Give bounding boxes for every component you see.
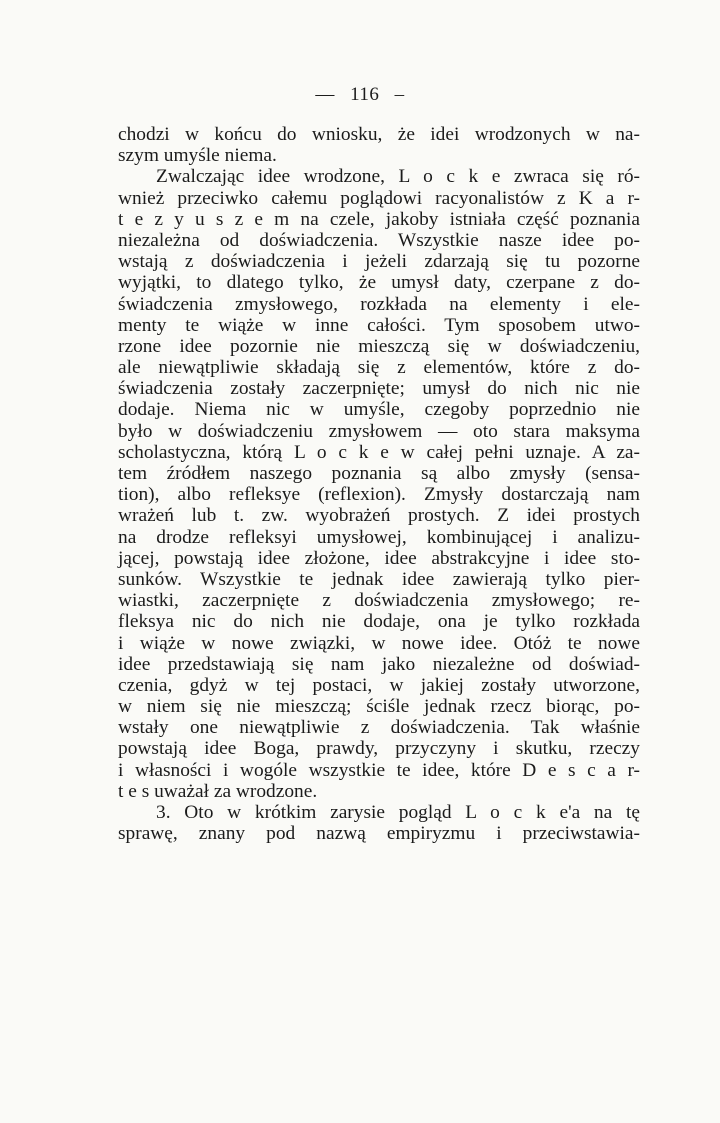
text-line: wyjątki, to dlatego tylko, że umysł daty, czerpane z do- (118, 272, 640, 294)
text-line: wrażeń lub t. zw. wyobrażeń prostych. Z idei prostych (118, 505, 640, 527)
text-line: sunków. Wszystkie te jednak idee zawierają tylko pier- (118, 568, 640, 590)
text-line: tion), albo refleksye (reflexion). Zmysły dostarczają nam (118, 484, 640, 506)
text-line: wstają z doświadczenia i jeżeli zdarzają się tu pozorne (118, 251, 640, 273)
text-line: fleksya nic do nich nie dodaje, ona je tylko rozkłada (118, 611, 640, 633)
text-line: dodaje. Niema nic w umyśle, czegoby poprzednio nie (118, 399, 640, 421)
text-line: wstały one niewątpliwie z doświadczenia. Tak właśnie (118, 717, 640, 739)
text-line: idee przedstawiają się nam jako niezależne od doświad- (118, 653, 640, 675)
header-right-dash: – (394, 84, 405, 105)
text-line: rzone idee pozornie nie mieszczą się w doświadczeniu, (118, 335, 640, 357)
text-line: 3. Oto w krótkim zarysie pogląd L o c k e'a na tę (156, 802, 640, 823)
text-line: niezależna od doświadczenia. Wszystkie nasze idee po- (118, 229, 640, 251)
text-line: w niem się nie mieszczą; ściśle jednak rzecz biorąc, po- (118, 696, 640, 718)
text-line: sprawę, znany pod nazwą empiryzmu i przeciwstawia- (118, 823, 640, 845)
page-number: 116 (350, 84, 380, 105)
body-text (118, 124, 640, 844)
text-line: czenia, gdyż w tej postaci, w jakiej zostały utworzone, (118, 674, 640, 696)
text-line: t e z y u s z e m na czele, jakoby istniała część poznania (118, 208, 640, 230)
text-line: wnież przeciwko całemu poglądowi racyonalistów z K a r- (118, 187, 640, 209)
text-line: Zwalczając idee wrodzone, L o c k e zwraca się ró- (156, 166, 640, 188)
text-line: wiastki, zaczerpnięte z doświadczenia zmysłowego; re- (118, 590, 640, 612)
text-line: ale niewątpliwie składają się z elementów, które z do- (118, 357, 640, 379)
text-line: tem źródłem naszego poznania są albo zmysły (sensa- (118, 463, 640, 484)
text-line: szym umyśle niema. (118, 145, 277, 167)
text-line: było w doświadczeniu zmysłowem — oto stara maksyma (118, 420, 640, 442)
text-line: świadczenia zostały zaczerpnięte; umysł do nich nic nie (118, 378, 640, 400)
text-line: świadczenia zmysłowego, rozkłada na elementy i ele- (118, 293, 640, 315)
page-header (0, 84, 720, 106)
text-line: na drodze refleksyi umysłowej, kombinującej i analizu- (118, 526, 640, 548)
text-line: i własności i wogóle wszystkie te idee, które D e s c a r- (118, 759, 640, 781)
text-line: jącej, powstają idee złożone, idee abstrakcyjne i idee sto- (118, 547, 640, 569)
text-line: scholastyczna, którą L o c k e w całej pełni uznaje. A za- (118, 441, 640, 463)
text-line: i wiąże w nowe związki, w nowe idee. Otóż te nowe (118, 632, 640, 654)
text-line: chodzi w końcu do wniosku, że idei wrodzonych w na- (118, 124, 640, 145)
text-line: t e s uważał za wrodzone. (118, 780, 318, 802)
text-line: menty te wiąże w inne całości. Tym sposobem utwo- (118, 314, 640, 336)
header-left-dash: — (315, 84, 335, 105)
text-line: powstają idee Boga, prawdy, przyczyny i skutku, rzeczy (118, 738, 640, 760)
